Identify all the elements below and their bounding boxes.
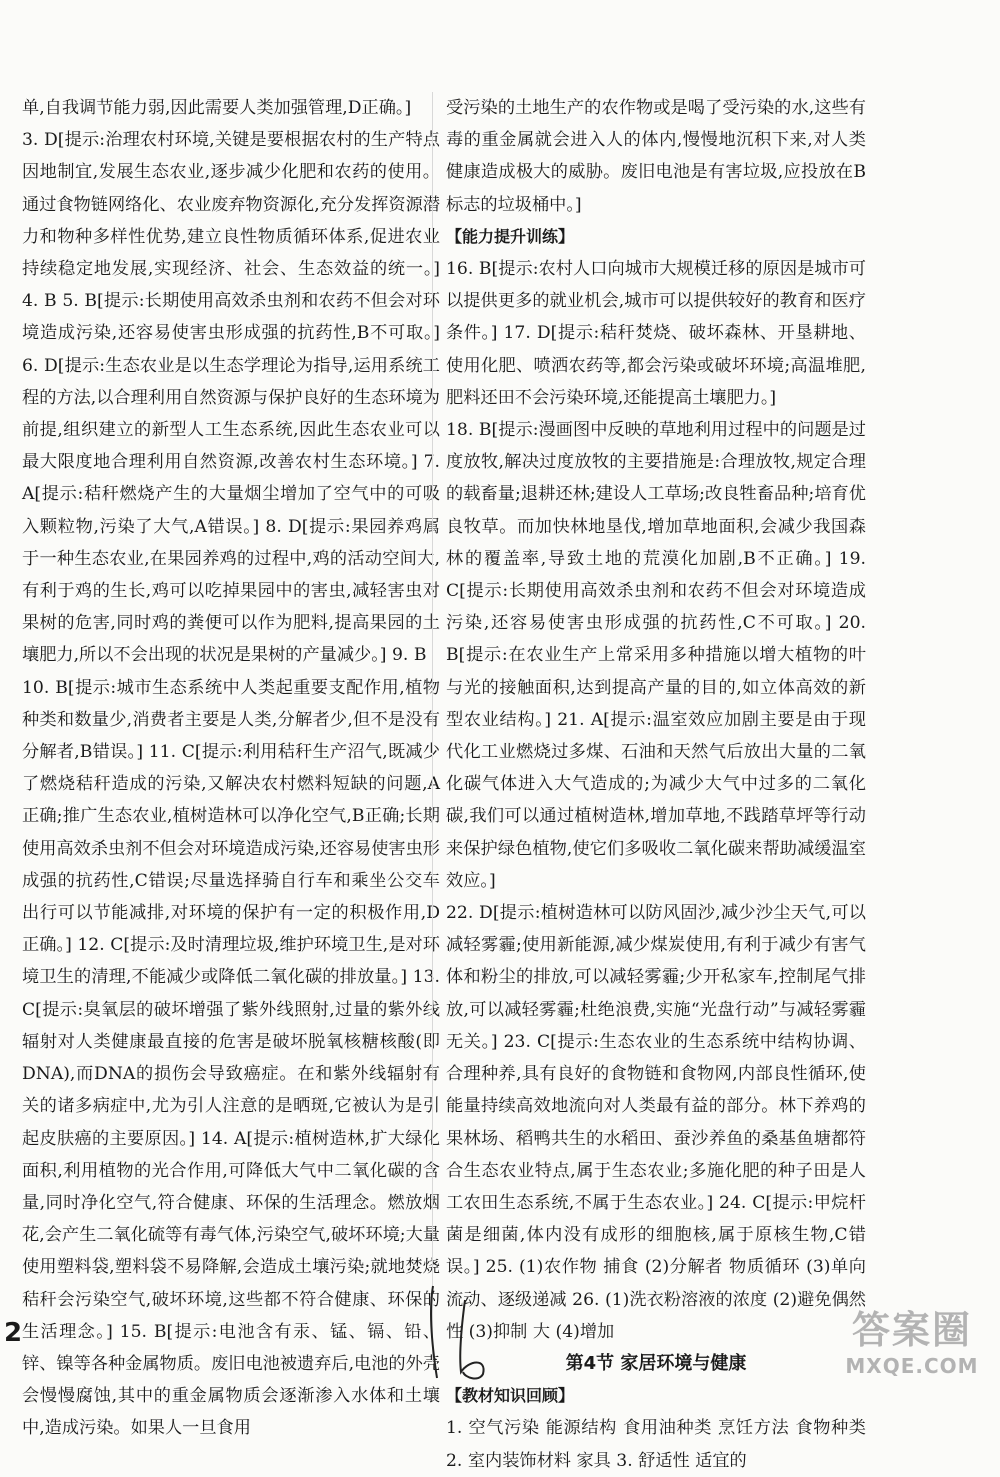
- answer-paragraph: 1. 空气污染 能源结构 食用油种类 烹饪方法 食物种类 2. 室内装饰材料 家具 3. 舒适性 适宜的: [446, 1418, 866, 1471]
- answer-paragraph: 单,自我调节能力弱,因此需要人类加强管理,D正确。]: [22, 98, 412, 118]
- handwritten-mark-icon: [425, 1280, 505, 1384]
- left-text-column: [22, 92, 440, 1445]
- answer-paragraph: 16. B[提示:农村人口向城市大规模迁移的原因是城市可以提供更多的就业机会,城市可以提供较好的教育和医疗条件。] 17. D[提示:秸秆焚烧、破坏森林、开垦耕地、使用化肥、喷洒农药等,都会污染或破坏环境;高温堆肥,肥料还田不会污染环境,还能提高土壤肥力。]: [446, 259, 866, 408]
- right-text-column: [446, 92, 866, 1477]
- watermark-logo: [832, 1299, 992, 1378]
- answer-paragraph: 3. D[提示:治理农村环境,关键是要根据农村的生产特点因地制宜,发展生态农业,逐步减少化肥和农药的使用。通过食物链网络化、农业废弃物资源化,充分发挥资源潜力和物种多样性优势,建立良性物质循环体系,促进农业持续稳定地发展,实现经济、社会、生态效益的统一。] 4. B 5. B[提示:长期使用高效杀虫剂和农药不但会对环境造成污染,还容易使害虫形成强的抗药性,B不可取。] 6. D[提示:生态农业是以生态学理论为指导,运用系统工程的方法,以合理利用自然资源与保护良好的生态环境为前提,组织建立的新型人工生态系统,因此生态农业可以最大限度地合理利用自然资源,改善农村生态环境。] 7. A[提示:秸秆燃烧产生的大量烟尘增加了空气中的可吸入颗粒物,污染了大气,A错误。] 8. D[提示:果园养鸡属于一种生态农业,在果园养鸡的过程中,鸡的活动空间大,有利于鸡的生长,鸡可以吃掉果园中的害虫,减轻害虫对果树的危害,同时鸡的粪便可以作为肥料,提高果园的土壤肥力,所以不会出现的状况是果树的产量减少。] 9. B: [22, 130, 440, 666]
- watermark-title: 答案圈: [851, 1308, 972, 1352]
- watermark-url: MXQE.COM: [845, 1354, 979, 1378]
- answer-paragraph: 18. B[提示:漫画图中反映的草地利用过程中的问题是过度放牧,解决过度放牧的主要措施是:合理放牧,规定合理的载畜量;退耕还林;建设人工草场;改良牲畜品种;培育优良牧草。而加快林地垦伐,增加草地面积,会减少我国森林的覆盖率,导致土地的荒漠化加剧,B不正确。] 19. C[提示:长期使用高效杀虫剂和农药不但会对环境造成污染,还容易使害虫形成强的抗药性,C不可取。] 20. B[提示:在农业生产上常采用多种措施以增大植物的叶与光的接触面积,达到提高产量的目的,如立体高效的新型农业结构。] 21. A[提示:温室效应加剧主要是由于现代化工业燃烧过多煤、石油和天然气后放出大量的二氧化碳气体进入大气造成的;为减少大气中过多的二氧化碳,我们可以通过植树造林,增加草地,不践踏草坪等行动来保护绿色植物,使它们多吸收二氧化碳来帮助减缓温室效应。]: [446, 420, 866, 891]
- section-title: 第4节 家居环境与健康: [565, 1352, 747, 1374]
- column-divider: [432, 92, 433, 1362]
- answer-paragraph: 10. B[提示:城市生态系统中人类起重要支配作用,植物种类和数量少,消费者主要是人类,分解者少,但不是没有分解者,B错误。] 11. C[提示:利用秸秆生产沼气,既减少了燃烧秸秆造成的污染,又解决农村燃料短缺的问题,A正确;推广生态农业,植树造林可以净化空气,B正确;长期使用高效杀虫剂不但会对环境造成污染,还容易使害虫形成强的抗药性,C错误;尽量选择骑自行车和乘坐公交车出行可以节能减排,对环境的保护有一定的积极作用,D正确。] 12. C[提示:及时清理垃圾,维护环境卫生,是对环境卫生的清理,不能减少或降低二氧化碳的排放量。] 13. C[提示:臭氧层的破坏增强了紫外线照射,过量的紫外线辐射对人类健康最直接的危害是破坏脱氧核糖核酸(即DNA),而DNA的损伤会导致癌症。在和紫外线辐射有关的诸多病症中,尤为引人注意的是晒斑,它被认为是引起皮肤癌的主要原因。] 14. A[提示:植树造林,扩大绿化面积,利用植物的光合作用,可降低大气中二氧化碳的含量,同时净化空气,符合健康、环保的生活理念。燃放烟花,会产生二氧化硫等有毒气体,污染空气,破坏环境;大量使用塑料袋,塑料袋不易降解,会造成土壤污染;就地焚烧秸秆会污染空气,破坏环境,这些都不符合健康、环保的生活理念。] 15. B[提示:电池含有汞、锰、镉、铅、锌、镍等各种金属物质。废旧电池被遗弃后,电池的外壳会慢慢腐蚀,其中的重金属物质会逐渐渗入水体和土壤中,造成污染。如果人一旦食用: [22, 677, 440, 1439]
- answer-paragraph: 受污染的土地生产的农作物或是喝了受污染的水,这些有毒的重金属就会进入人的体内,慢慢地沉积下来,对人类健康造成极大的威胁。废旧电池是有害垃圾,应投放在B标志的垃圾桶中。]: [446, 98, 866, 215]
- section-label-ability: 【能力提升训练】: [446, 226, 575, 246]
- answer-paragraph: 22. D[提示:植树造林可以防风固沙,减少沙尘天气,可以减轻雾霾;使用新能源,减少煤炭使用,有利于减少有害气体和粉尘的排放,可以减轻雾霾;少开私家车,控制尾气排放,可以减轻雾霾;杜绝浪费,实施“光盘行动”与减轻雾霾无关。] 23. C[提示:生态农业的生态系统中结构协调、合理种养,具有良好的食物链和食物网,内部良性循环,使能量持续高效地流向对人类最有益的部分。林下养鸡的果林场、稻鸭共生的水稻田、蚕沙养鱼的桑基鱼塘都符合生态农业特点,属于生态农业;多施化肥的种子田是人工农田生态系统,不属于生态农业。] 24. C[提示:甲烷杆菌是细菌,体内没有成形的细胞核,属于原核生物,C错误。] 25. (1)农作物 捕食 (2)分解者 物质循环 (3)单向流动、逐级递减 26. (1)洗衣粉溶液的浓度 (2)避免偶然性 (3)抑制 大 (4)增加: [446, 903, 866, 1342]
- section-label-review: 【教材知识回顾】: [446, 1386, 575, 1406]
- page-number: 2: [4, 1318, 23, 1348]
